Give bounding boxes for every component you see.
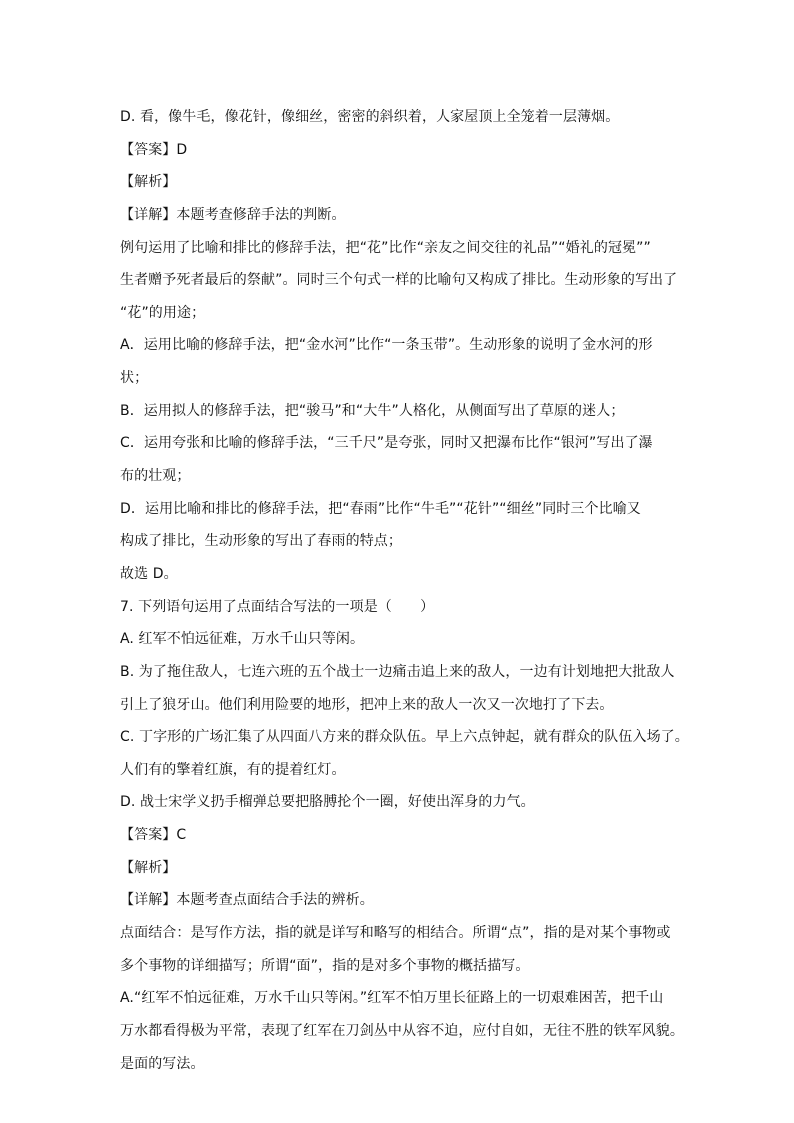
option-a: A. 红军不怕远征难，万水千山只等闲。 — [120, 631, 365, 648]
text-line: 多个事物的详细描写；所谓“面”，指的是对多个事物的概括描写。 — [120, 957, 530, 974]
text-line: 构成了排比，生动形象的写出了春雨的特点； — [120, 533, 402, 550]
text-line: 例句运用了比喻和排比的修辞手法，把“花”比作“亲友之间交往的礼品”“婚礼的冠冕”” — [120, 239, 651, 256]
text-line: 状； — [120, 370, 149, 387]
question-title: 7. 下列语句运用了点面结合写法的一项是（ ） — [120, 598, 435, 615]
option-b-cont: 引上了狼牙山。他们利用险要的地形，把冲上来的敌人一次又一次地打了下去。 — [120, 696, 614, 713]
text-line: 是面的写法。 — [120, 1055, 205, 1072]
text-line: 【详解】本题考查点面结合手法的辨析。 — [120, 892, 374, 909]
option-d: D. 战士宋学义扔手榴弹总要把胳膊抡个一圈，好使出浑身的力气。 — [120, 794, 535, 811]
answer-label: 【答案】C — [120, 827, 187, 844]
option-b: B. 为了拖住敌人，七连六班的五个战士一边痛击追上来的敌人，一边有计划地把大批敌人 — [120, 663, 675, 680]
text-line: D．运用比喻和排比的修辞手法，把“春雨”比作“牛毛”“花针”“细丝”同时三个比喻又 — [120, 500, 641, 517]
text-line: D. 看，像牛毛，像花针，像细丝，密密的斜织着，人家屋顶上全笼着一层薄烟。 — [120, 109, 620, 125]
text-line: 布的壮观； — [120, 468, 191, 485]
text-line: 故选 D。 — [120, 565, 178, 582]
text-line: B．运用拟人的修辞手法，把“骏马”和“大牛”人格化，从侧面写出了草原的迷人； — [120, 402, 625, 419]
text-line: 【解析】 — [120, 174, 177, 191]
text-line: C．运用夸张和比喻的修辞手法，“三千尺”是夸张，同时又把瀑布比作“银河”写出了瀑 — [120, 435, 653, 452]
text-line: 万水都看得极为平常，表现了红军在刀剑丛中从容不迫，应付自如，无往不胜的铁军风貌。 — [120, 1022, 684, 1039]
text-line: 生者赠予死者最后的祭献”。同时三个句式一样的比喻句又构成了排比。生动形象的写出了 — [120, 272, 678, 289]
text-line: A．运用比喻的修辞手法，把“金水河”比作“一条玉带”。生动形象的说明了金水河的形 — [120, 337, 653, 354]
document-body — [120, 101, 689, 1080]
text-line: “花”的用途； — [120, 304, 206, 321]
option-c-cont: 人们有的擎着红旗，有的提着红灯。 — [120, 761, 346, 778]
text-line: A.“红军不怕远征难，万水千山只等闲。”红军不怕万里长征路上的一切艰难困苦，把千山 — [120, 990, 664, 1007]
text-line: 【答案】D — [120, 141, 188, 158]
text-line: 【详解】本题考查修辞手法的判断。 — [120, 206, 346, 223]
option-c: C. 丁字形的广场汇集了从四面八方来的群众队伍。早上六点钟起，就有群众的队伍入场了。 — [120, 729, 689, 746]
text-line: 点面结合：是写作方法，指的就是详写和略写的相结合。所谓“点”，指的是对某个事物或 — [120, 925, 671, 942]
analysis-label: 【解析】 — [120, 859, 177, 876]
